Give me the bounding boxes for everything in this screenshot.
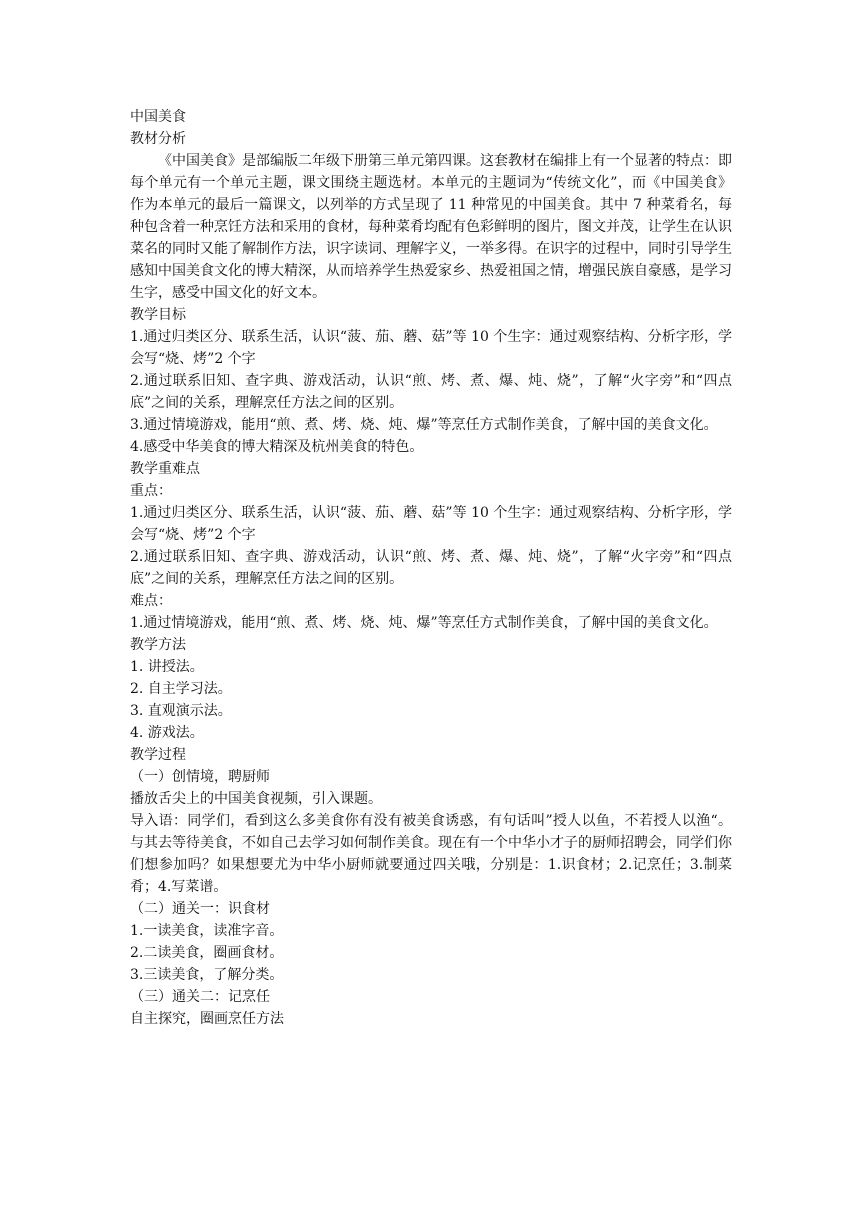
process-part-heading: （一）创情境，聘厨师 xyxy=(130,769,270,785)
analysis-paragraph: 《中国美食》是部编版二年级下册第三单元第四课。这套教材在编排上有一个显著的特点：即每个单元有一个单元主题，课文围绕主题选材。本单元的主题词为“传统文化”，而《中国美食》作为本单元的最后一篇课文，以列举的方式呈现了 11 种常见的中国美食。其中 7 种菜肴名，每种包含着一种烹饪方法和采用的食材，每种菜肴均配有色彩鲜明的图片，图文并茂，让学生在认识菜名的同时又能了解制作方法，识字读词、理解字义，一举多得。在识字的过程中，同时引导学生感知中国美食文化的博大精深，从而培养学生热爱家乡、热爱祖国之情，增强民族自豪感，是学习生字，感受中国文化的好文本。 xyxy=(130,153,732,301)
key-point-item: 2.通过联系旧知、查字典、游戏活动，认识“煎、烤、煮、爆、炖、烧”，了解“火字旁”和“四点底”之间的关系，理解烹任方法之间的区别。 xyxy=(130,549,732,587)
process-line: 导入语：同学们，看到这么多美食你有没有被美食诱惑，有句话叫”授人以鱼，不若授人以渔“。与其去等待美食，不如自己去学习如何制作美食。现在有一个中华小才子的厨师招聘会，同学们你们想参加吗？如果想要尤为中华小厨师就要通过四关哦，分别是：1.识食材；2.记烹任；3.制菜肴；4.写菜谱。 xyxy=(130,813,732,895)
method-item: 4. 游戏法。 xyxy=(130,725,204,741)
process-line: 自主探究，圈画烹任方法 xyxy=(130,1011,284,1027)
process-line: 播放舌尖上的中国美食视频，引入课题。 xyxy=(130,791,382,807)
objective-item: 4.感受中华美食的博大精深及杭州美食的特色。 xyxy=(130,439,424,455)
process-line: 2.二读美食，圈画食材。 xyxy=(130,945,284,961)
method-item: 2. 自主学习法。 xyxy=(130,681,232,697)
difficult-point-item: 1.通过情境游戏，能用“煎、煮、烤、烧、炖、爆”等烹任方式制作美食，了解中国的美食文化。 xyxy=(130,615,718,631)
key-point-item: 1.通过归类区分、联系生活，认识“菠、茄、蘑、菇”等 10 个生字：通过观察结构、分析字形，学会写“烧、烤”2 个字 xyxy=(130,505,732,543)
difficult-points-label: 难点： xyxy=(130,593,172,609)
section-heading-objectives: 教学目标 xyxy=(130,307,186,323)
method-item: 1. 讲授法。 xyxy=(130,659,204,675)
section-heading-key-points: 教学重难点 xyxy=(130,461,200,477)
objective-item: 3.通过情境游戏，能用“煎、煮、烤、烧、炖、爆”等烹任方式制作美食，了解中国的美食文化。 xyxy=(130,417,718,433)
process-line: 1.一读美食，读准字音。 xyxy=(130,923,284,939)
section-heading-process: 教学过程 xyxy=(130,747,186,763)
method-item: 3. 直观演示法。 xyxy=(130,703,232,719)
section-heading-methods: 教学方法 xyxy=(130,637,186,653)
process-part-heading: （二）通关一：识食材 xyxy=(130,901,270,917)
document-title: 中国美食 xyxy=(130,109,186,125)
process-part-heading: （三）通关二：记烹任 xyxy=(130,989,270,1005)
objective-item: 2.通过联系旧知、查字典、游戏活动，认识“煎、烤、煮、爆、炖、烧”，了解“火字旁”和“四点底”之间的关系，理解烹任方法之间的区别。 xyxy=(130,373,732,411)
process-line: 3.三读美食，了解分类。 xyxy=(130,967,284,983)
section-heading-analysis: 教材分析 xyxy=(130,131,186,147)
objective-item: 1.通过归类区分、联系生活，认识“菠、茄、蘑、菇”等 10 个生字：通过观察结构、分析字形，学会写“烧、烤”2 个字 xyxy=(130,329,732,367)
document-page xyxy=(130,106,732,1030)
key-points-label: 重点： xyxy=(130,483,172,499)
